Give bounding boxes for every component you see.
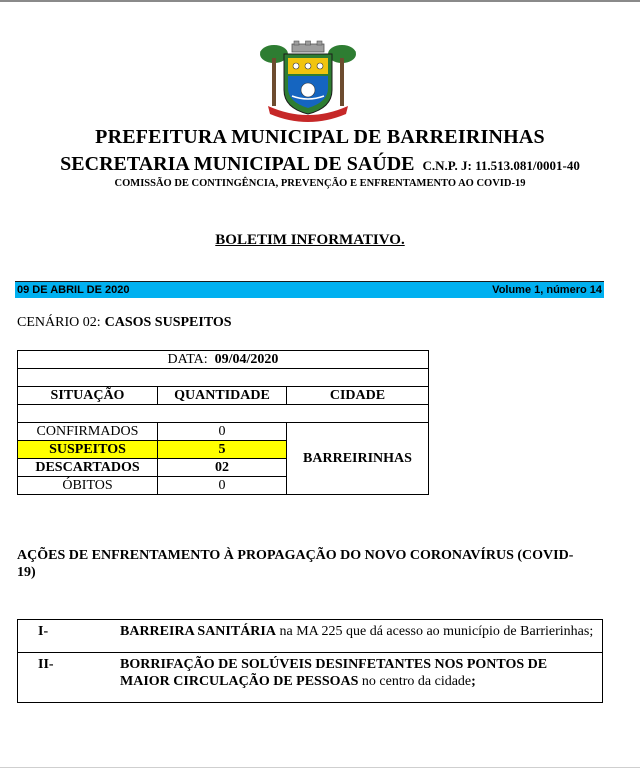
spacer-row (18, 405, 429, 423)
action-number: II- (18, 653, 101, 703)
header-quantity: QUANTIDADE (158, 387, 287, 405)
actions-heading: AÇÕES DE ENFRENTAMENTO À PROPAGAÇÃO DO NOVO CORONAVÍRUS (COVID-19) (17, 548, 574, 580)
situation-cell-highlighted: SUSPEITOS (18, 441, 158, 459)
action-number: I- (18, 620, 101, 653)
situation-cell: DESCARTADOS (18, 459, 158, 477)
action-text: BORRIFAÇÃO DE SOLÚVEIS DESINFETANTES NOS PONTOS DE MAIOR CIRCULAÇÃO DE PESSOAS no centro da cidade; (100, 653, 603, 703)
secretariat-name: SECRETARIA MUNICIPAL DE SAÚDE (60, 153, 415, 175)
date-value: 09/04/2020 (214, 352, 279, 367)
action-text: BARREIRA SANITÁRIA na MA 225 que dá acesso ao município de Barrierinhas; (100, 620, 603, 653)
actions-table (17, 619, 603, 703)
quantity-cell-highlighted: 5 (158, 441, 287, 459)
action-row (18, 653, 603, 703)
scenario-heading (17, 315, 232, 331)
header-situation: SITUAÇÃO (18, 387, 158, 405)
table-row (18, 423, 429, 441)
date-volume-bar (15, 281, 604, 298)
scenario-label: CENÁRIO 02: (17, 315, 101, 330)
spacer-row (18, 369, 429, 387)
situation-cell: CONFIRMADOS (18, 423, 158, 441)
quantity-cell: 0 (158, 477, 287, 495)
situation-cell: ÓBITOS (18, 477, 158, 495)
date-label: DATA: (167, 352, 208, 367)
header-city: CIDADE (287, 387, 429, 405)
secretariat-title (0, 153, 640, 176)
quantity-cell: 02 (158, 459, 287, 477)
top-border (0, 0, 640, 2)
bottom-border (0, 767, 640, 768)
cnpj: C.N.P. J: 11.513.081/0001-40 (422, 158, 580, 173)
bulletin-volume: Volume 1, número 14 (492, 284, 602, 296)
header-row (18, 387, 429, 405)
action-row (18, 620, 603, 653)
cases-table (17, 350, 429, 495)
bulletin-date: 09 DE ABRIL DE 2020 (17, 284, 130, 296)
city-cell: BARREIRINHAS (287, 423, 429, 495)
date-cell (18, 351, 429, 369)
quantity-cell: 0 (158, 423, 287, 441)
scenario-title: CASOS SUSPEITOS (104, 315, 232, 330)
municipal-coat-of-arms-icon (258, 40, 358, 122)
commission-title: COMISSÃO DE CONTINGÊNCIA, PREVENÇÃO E ENFRENTAMENTO AO COVID-19 (114, 178, 526, 189)
date-row (18, 351, 429, 369)
bulletin-title: BOLETIM INFORMATIVO. (215, 232, 405, 248)
prefecture-title: PREFEITURA MUNICIPAL DE BARREIRINHAS (95, 126, 545, 148)
